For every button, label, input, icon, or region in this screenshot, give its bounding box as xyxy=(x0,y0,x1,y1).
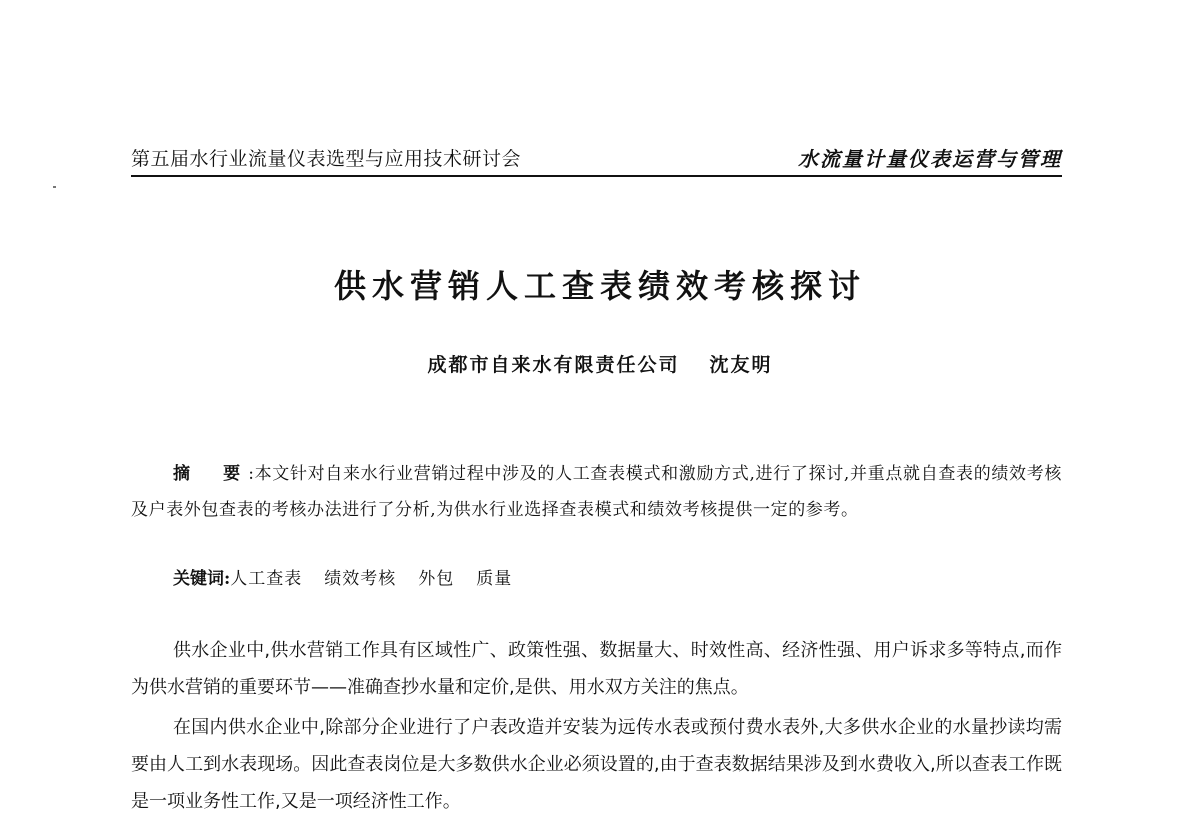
keyword-item: 外包 xyxy=(418,569,455,589)
conference-name: 第五届水行业流量仪表选型与应用技术研讨会 xyxy=(131,148,522,170)
abstract-text: 本文针对自来水行业营销过程中涉及的人工查表模式和激励方式,进行了探讨,并重点就自查表的绩效考核及户表外包查表的考核办法进行了分析,为供水行业选择查表模式和绩效考核提供一定的参考。 xyxy=(131,464,1063,520)
keyword-item: 绩效考核 xyxy=(324,569,397,589)
author-line xyxy=(0,350,1200,377)
keyword-item: 人工查表 xyxy=(230,569,303,589)
running-header xyxy=(131,143,1062,177)
keyword-item: 质量 xyxy=(476,569,513,589)
keywords-label: 关键词: xyxy=(173,569,231,589)
author-name: 沈友明 xyxy=(709,354,773,376)
body-paragraph: 在国内供水企业中,除部分企业进行了户表改造并安装为远传水表或预付费水表外,大多供水企业的水量抄读均需要由人工到水表现场。因此查表岗位是大多数供水企业必须设置的,由于查表数据结果涉及到水费收入,所以查表工作既是一项业务性工作,又是一项经济性工作。 xyxy=(131,717,1062,812)
abstract-label: 摘 要 xyxy=(173,464,249,484)
abstract xyxy=(131,456,1062,528)
paper-title: 供水营销人工查表绩效考核探讨 xyxy=(333,267,866,305)
body-text xyxy=(131,632,1062,823)
keywords xyxy=(173,564,534,589)
abstract-separator: : xyxy=(248,464,255,484)
scan-artifact xyxy=(53,186,56,188)
body-paragraph: 供水企业中,供水营销工作具有区域性广、政策性强、数据量大、时效性高、经济性强、用户诉求多等特点,而作为供水营销的重要环节——准确查抄水量和定价,是供、用水双方关注的焦点。 xyxy=(131,640,1062,698)
author-organization: 成都市自来水有限责任公司 xyxy=(427,354,680,376)
section-title: 水流量计量仪表运营与管理 xyxy=(798,147,1062,171)
